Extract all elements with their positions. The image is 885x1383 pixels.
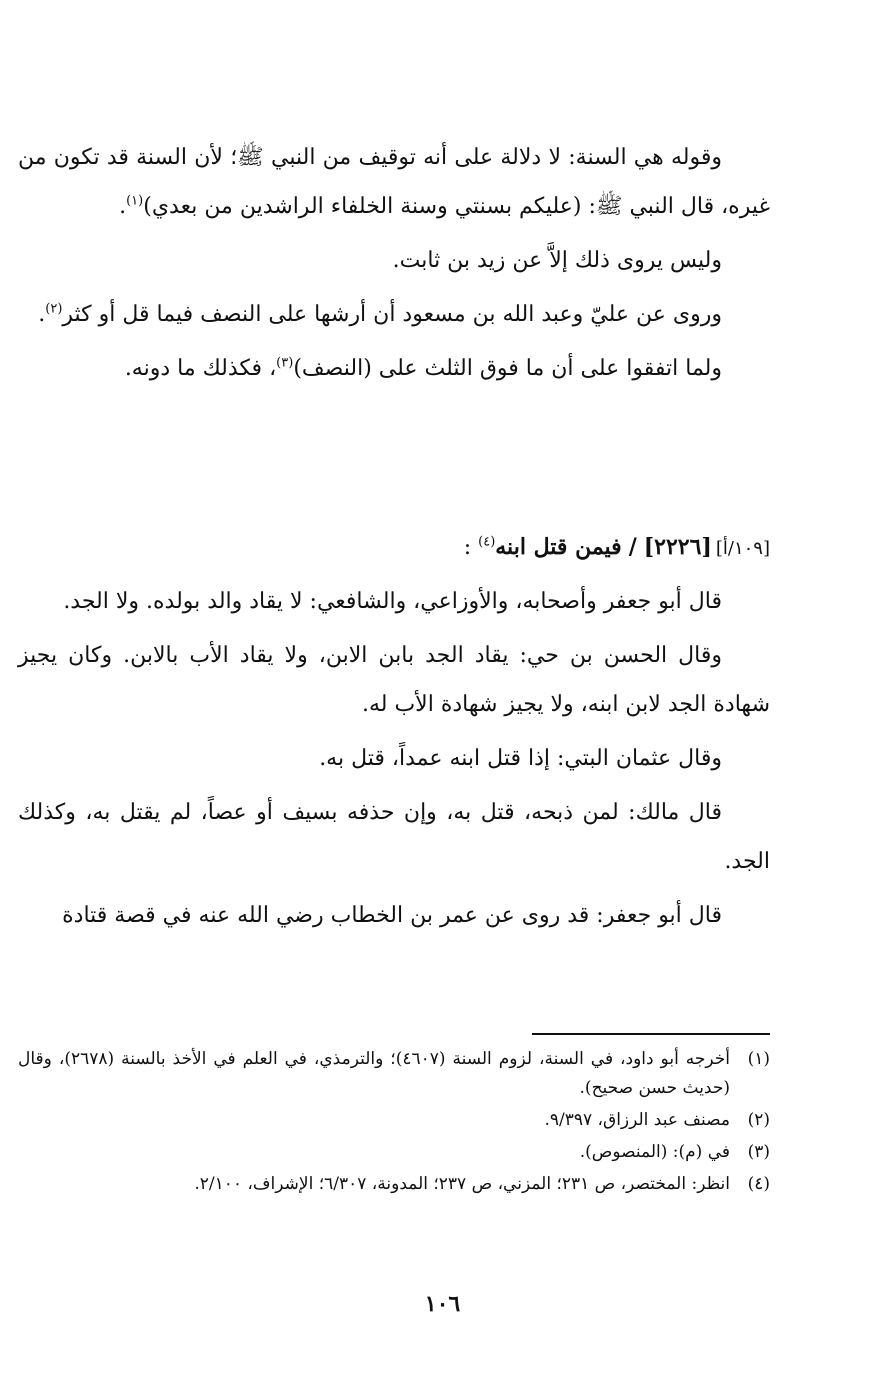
paragraph: وقال عثمان البتي: إذا قتل ابنه عمداً، قتل به. [319,746,722,771]
footnotes [18,1045,770,1202]
footnote-number: (١) [747,1049,770,1069]
footnote-text: في (م): (المنصوص). [579,1142,730,1162]
section-title: فيمن قتل ابنه [495,534,622,560]
section-heading [18,527,770,569]
main-text-top [18,133,770,398]
footnote-number: (٣) [747,1142,770,1162]
paragraph: وليس يروى ذلك إلاَّ عن زيد بن ثابت. [392,248,722,273]
footnote-marker[interactable]: (٢) [45,301,63,317]
paragraph: قال أبو جعفر وأصحابه، والأوزاعي، والشافعي: لا يقاد والد بولده. ولا الجد. [63,589,722,614]
paragraph: وقوله هي السنة: لا دلالة على أنه توقيف من النبي ﷺ؛ لأن السنة قد تكون من غيره، قال النبي ﷺ: (عليكم بسنتي وسنة الخلفاء الراشدين من بعدي)$^{(١)}$. [18,145,770,219]
paragraph: وقال الحسن بن حي: يقاد الجد بابن الابن، ولا يقاد الأب بالابن. وكان يجيز شهادة الجد لابن ابنه، ولا يجيز شهادة الأب له. [18,643,770,717]
paragraph: ولما اتفقوا على أن ما فوق الثلث على (النصف)$^{(٣)}$، فكذلك ما دونه. [124,355,722,381]
footnote [18,1106,770,1135]
paragraph: وروى عن عليّ وعبد الله بن مسعود أن أرشها على النصف فيما قل أو كثر$^{(٢)}$. [38,301,722,327]
footnote-text: مصنف عبد الرزاق، ٩/٣٩٧. [544,1110,730,1130]
section-separator: / [628,534,637,560]
paragraph: قال مالك: لمن ذبحه، قتل به، وإن حذفه بسيف أو عصاً، لم يقتل به، وكذلك الجد. [18,800,770,874]
footnote-text: انظر: المختصر، ص ٢٣١؛ المزني، ص ٢٣٧؛ المدونة، ٦/٣٠٧؛ الإشراف، ٢/١٠٠. [194,1174,730,1194]
footnote-divider [532,1033,770,1035]
footnote [18,1045,770,1103]
footnote-marker[interactable]: (٤) [478,534,496,550]
footnote [18,1170,770,1199]
manuscript-folio-ref: [١٠٩/أ] [715,538,770,559]
footnote-number: (٤) [747,1174,770,1194]
footnote-number: (٢) [747,1110,770,1130]
footnote-text: أخرجه أبو داود، في السنة، لزوم السنة (٤٦٠٧)؛ والترمذي، في العلم في الأخذ بالسنة (٢٦٧٨)، وقال (حديث حسن صحيح). [18,1049,730,1098]
page-number: ١٠٦ [424,1291,461,1317]
footnote-marker[interactable]: (٣) [276,355,294,371]
section-colon: : [463,535,479,560]
section-number: [٢٢٢٦] [643,534,712,560]
footnote [18,1138,770,1167]
main-text-section [18,577,770,945]
footnote-marker[interactable]: (١) [126,193,144,209]
paragraph: قال أبو جعفر: قد روى عن عمر بن الخطاب رضي الله عنه في قصة قتادة [62,903,722,928]
